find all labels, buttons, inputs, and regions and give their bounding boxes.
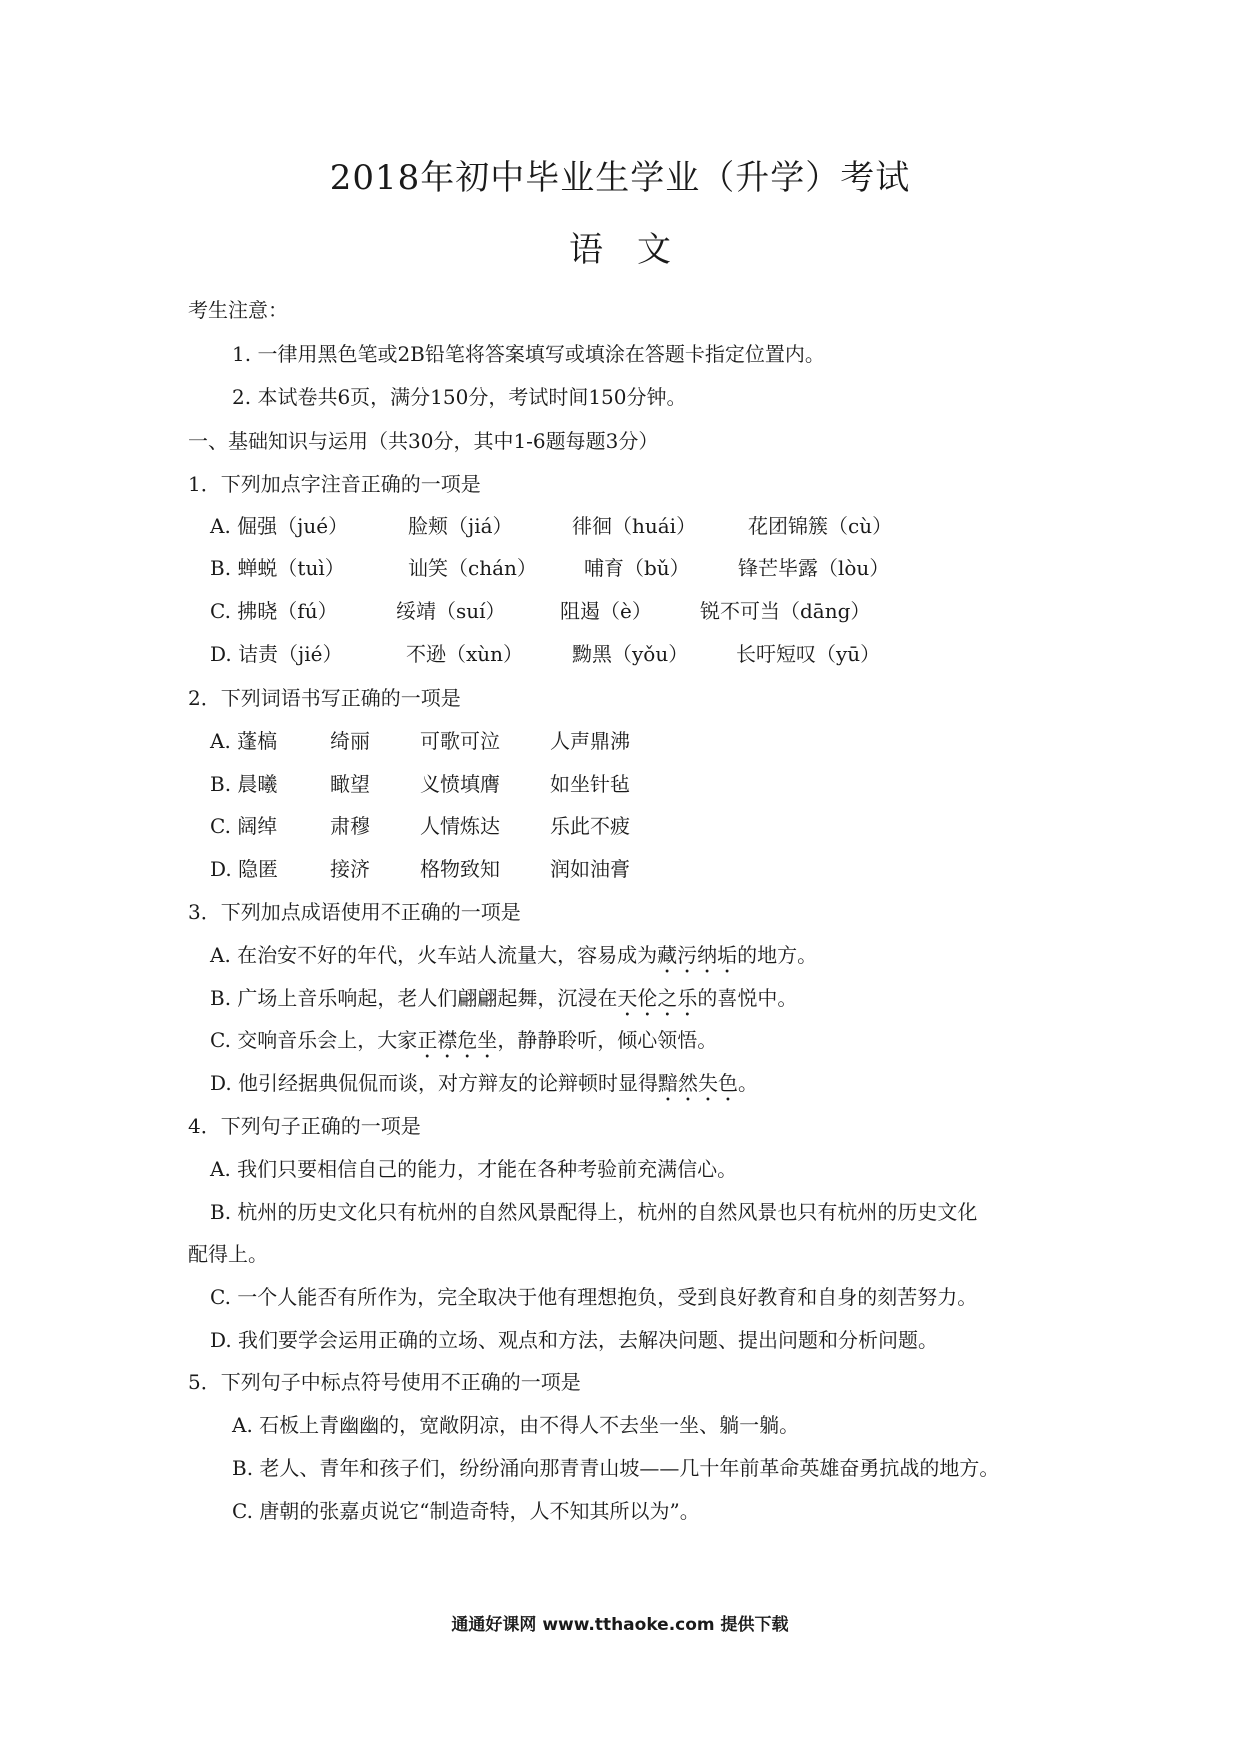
option-cell: 徘徊（huái） <box>572 514 697 538</box>
option-cell: A. 倔强（jué） <box>210 514 349 538</box>
option-cell: 绮丽 <box>330 729 370 753</box>
question-option: D. 我们要学会运用正确的立场、观点和方法，去解决问题、提出问题和分析问题。 <box>210 1328 939 1352</box>
option-cell: 润如油膏 <box>550 857 630 881</box>
option-cell: B. 晨曦 <box>210 772 278 796</box>
question-option: A. 石板上青幽幽的，宽敞阴凉，由不得人不去坐一坐、躺一躺。 <box>232 1413 800 1437</box>
option-text: 的喜悦中。 <box>697 986 798 1010</box>
question-stem: 3．下列加点成语使用不正确的一项是 <box>188 900 521 924</box>
option-cell: 人情炼达 <box>420 814 500 838</box>
question-option <box>210 1069 758 1106</box>
option-cell: 义愤填膺 <box>420 772 500 796</box>
question-stem: 4．下列句子正确的一项是 <box>188 1114 421 1138</box>
question-option: C. 一个人能否有所作为，完全取决于他有理想抱负，受到良好教育和自身的刻苦努力。 <box>210 1285 978 1309</box>
option-cell: 脸颊（jiá） <box>408 514 513 538</box>
option-cell: C. 阔绰 <box>210 814 278 838</box>
exam-title: 2018年初中毕业生学业（升学）考试 <box>329 158 911 198</box>
option-cell: 瞰望 <box>330 772 370 796</box>
question-stem: 1．下列加点字注音正确的一项是 <box>188 472 481 496</box>
option-cell: 如坐针毡 <box>550 772 630 796</box>
question-option-continued: 配得上。 <box>188 1242 268 1266</box>
option-cell: 哺育（bǔ） <box>584 556 690 580</box>
option-cell: C. 拂晓（fú） <box>210 599 338 623</box>
option-cell: 锐不可当（dāng） <box>700 599 871 623</box>
subject-title: 语文 <box>569 230 705 270</box>
section-heading: 一、基础知识与运用（共30分，其中1-6题每题3分） <box>188 429 659 453</box>
dotted-idiom: 黯然失色 <box>658 1071 739 1095</box>
question-stem: 2．下列词语书写正确的一项是 <box>188 686 461 710</box>
option-cell: D. 隐匿 <box>210 857 279 881</box>
option-cell: 绥靖（suí） <box>396 599 506 623</box>
option-cell: 可歌可泣 <box>420 729 500 753</box>
dotted-idiom: 天伦之乐 <box>617 986 698 1010</box>
option-text: 的地方。 <box>737 943 818 967</box>
dotted-idiom: 正襟危坐 <box>417 1028 498 1052</box>
option-cell: 格物致知 <box>420 857 500 881</box>
question-option <box>210 1026 717 1063</box>
option-cell: 肃穆 <box>330 814 370 838</box>
question-stem: 5．下列句子中标点符号使用不正确的一项是 <box>188 1370 581 1394</box>
option-cell: 讪笑（chán） <box>408 556 537 580</box>
option-cell: 黝黑（yǒu） <box>572 642 689 666</box>
option-cell: 不逊（xùn） <box>406 642 524 666</box>
question-option: B. 杭州的历史文化只有杭州的自然风景配得上，杭州的自然风景也只有杭州的历史文化 <box>210 1200 978 1224</box>
question-option: B. 老人、青年和孩子们，纷纷涌向那青青山坡——几十年前革命英雄奋勇抗战的地方。 <box>232 1456 1000 1480</box>
notice-heading: 考生注意： <box>188 298 288 322</box>
option-text: A. 在治安不好的年代，火车站人流量大，容易成为 <box>210 943 658 967</box>
download-footer: 通通好课网 www.tthaoke.com 提供下载 <box>451 1615 789 1635</box>
dotted-idiom: 藏污纳垢 <box>657 943 738 967</box>
option-cell: 锋芒毕露（lòu） <box>738 556 890 580</box>
option-cell: 人声鼎沸 <box>550 729 630 753</box>
question-option <box>210 984 797 1021</box>
option-cell: 长吁短叹（yū） <box>736 642 881 666</box>
option-cell: B. 蝉蜕（tuì） <box>210 556 345 580</box>
option-cell: A. 蓬槁 <box>210 729 278 753</box>
question-option: A. 我们只要相信自己的能力，才能在各种考验前充满信心。 <box>210 1157 738 1181</box>
option-cell: 接济 <box>330 857 370 881</box>
question-option <box>210 941 817 978</box>
option-text: C. 交响音乐会上，大家 <box>210 1028 418 1052</box>
notice-item: 2. 本试卷共6页，满分150分，考试时间150分钟。 <box>232 385 687 409</box>
option-text: D. 他引经据典侃侃而谈，对方辩友的论辩顿时显得 <box>210 1071 659 1095</box>
option-cell: 阻遏（è） <box>560 599 652 623</box>
option-text: B. 广场上音乐响起，老人们翩翩起舞，沉浸在 <box>210 986 618 1010</box>
option-cell: 乐此不疲 <box>550 814 630 838</box>
option-text: 。 <box>738 1071 759 1095</box>
question-option: C. 唐朝的张嘉贞说它“制造奇特，人不知其所以为”。 <box>232 1499 700 1523</box>
option-cell: D. 诘责（jié） <box>210 642 343 666</box>
option-text: ，静静聆听，倾心领悟。 <box>497 1028 718 1052</box>
option-cell: 花团锦簇（cù） <box>748 514 893 538</box>
notice-item: 1. 一律用黑色笔或2B铅笔将答案填写或填涂在答题卡指定位置内。 <box>232 342 825 366</box>
